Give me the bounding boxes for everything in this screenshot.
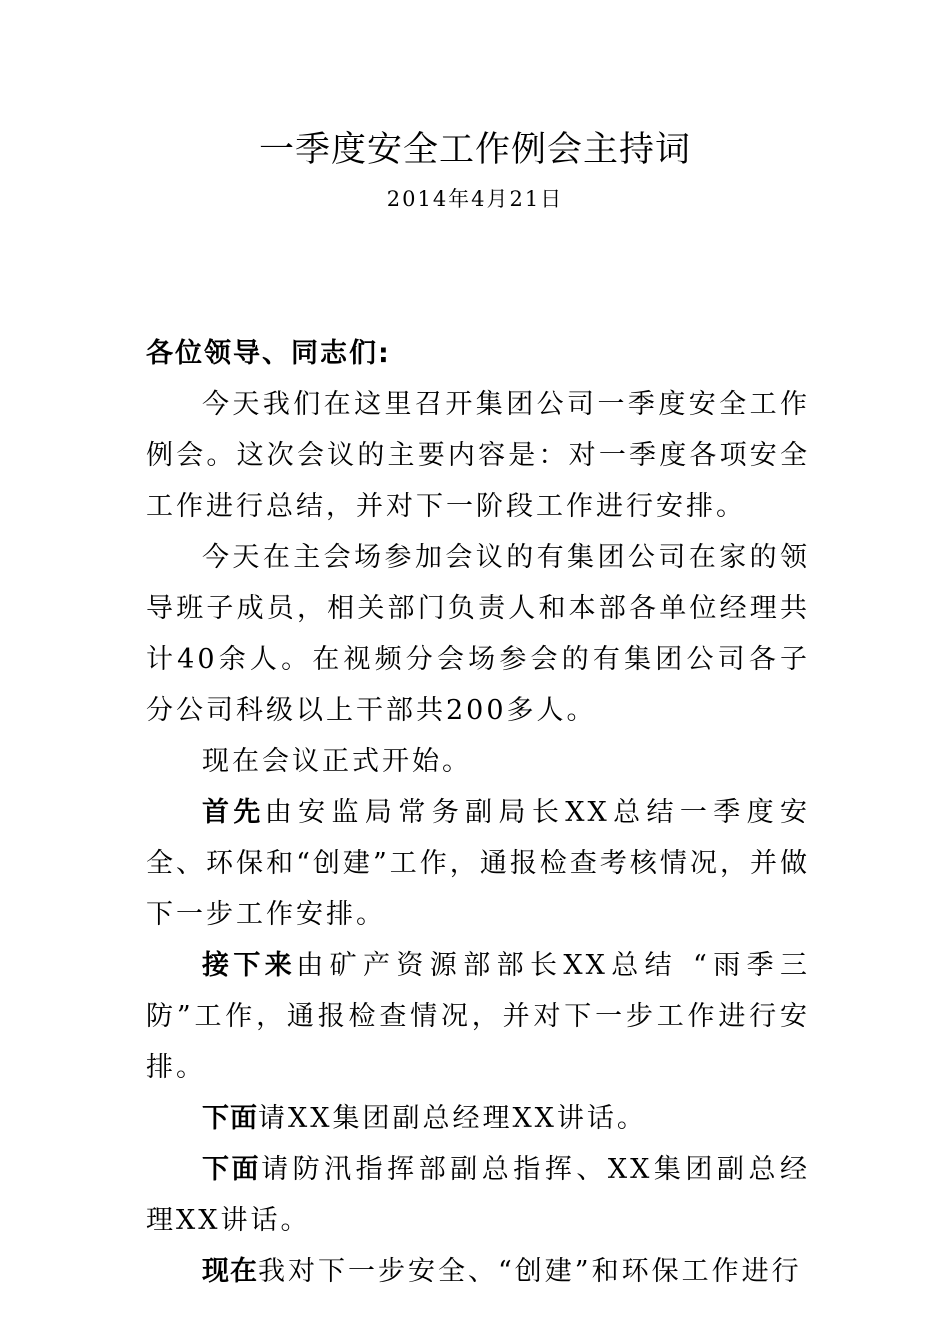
paragraph-first-item (146, 787, 810, 940)
paragraph-next-item (146, 940, 810, 1093)
paragraph-text-speech-two: 请防汛指挥部副总指挥、XX集团副总经理XX讲话。 (146, 1154, 810, 1236)
paragraph-speech-two (146, 1144, 810, 1246)
paragraph-start: 现在会议正式开始。 (202, 746, 472, 777)
paragraph-attendees: 今天在主会场参加会议的有集团公司在家的领导班子成员，相关部门负责人和本部各单位经理共计40余人。在视频分会场参会的有集团公司各子分公司科级以上干部共200多人。 (146, 542, 810, 726)
paragraph-lead-first: 首先 (202, 797, 265, 828)
document-date: 2014年4月21日 (386, 187, 564, 211)
paragraph-lead-closing: 现在 (202, 1256, 258, 1287)
paragraph-lead-next: 接下来 (202, 950, 297, 981)
paragraph-text-next: 由矿产资源部部长XX总结 “雨季三防”工作，通报检查情况，并对下一步工作进行安排。 (146, 950, 810, 1083)
paragraph-closing (146, 1246, 810, 1297)
paragraph-speech-one (146, 1093, 810, 1144)
paragraph-lead-speech-two: 下面 (202, 1154, 262, 1185)
paragraph-text-speech-one: 请XX集团副总经理XX讲话。 (258, 1103, 647, 1134)
document-body (146, 328, 810, 1297)
paragraph-text-first: 由安监局常务副局长XX总结一季度安全、环保和“创建”工作，通报检查考核情况，并做下一步工作安排。 (146, 797, 811, 930)
paragraph-text-closing: 我对下一步安全、“创建”和环保工作进行 (258, 1256, 802, 1287)
salutation: 各位领导、同志们: (146, 338, 391, 369)
paragraph-opening: 今天我们在这里召开集团公司一季度安全工作例会。这次会议的主要内容是：对一季度各项安全工作进行总结，并对下一阶段工作进行安排。 (146, 389, 810, 522)
paragraph-lead-speech-one: 下面 (202, 1103, 258, 1134)
document-title: 一季度安全工作例会主持词 (258, 130, 691, 170)
